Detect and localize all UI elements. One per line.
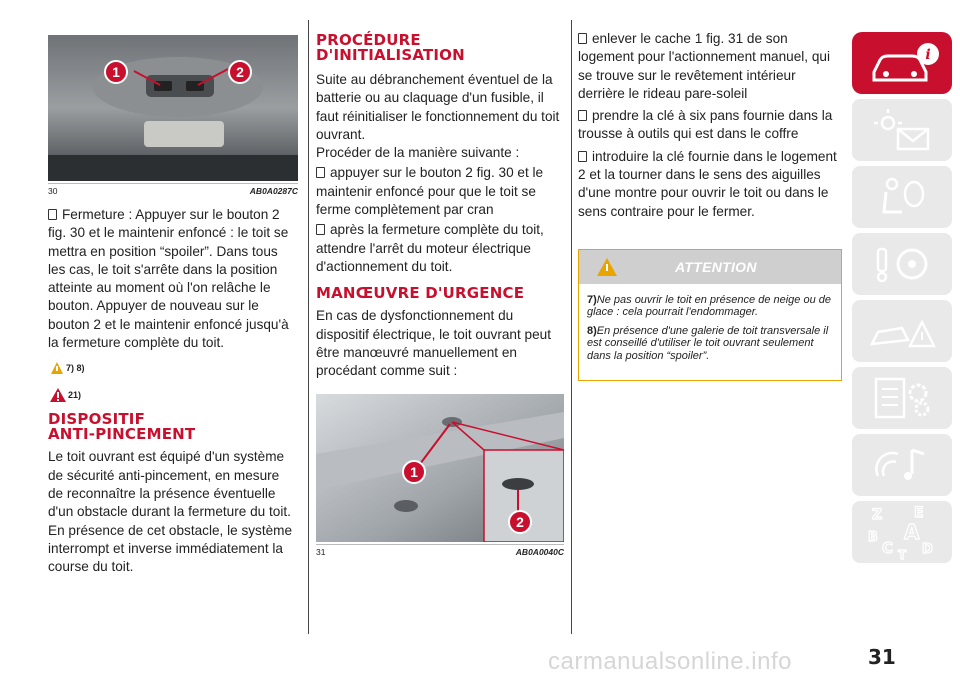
column-divider [571,20,572,634]
key-steering-icon [862,239,942,289]
bullet-appuyer [316,164,564,219]
warning-ref-21 [48,386,298,404]
tab-dashboard-lights[interactable] [852,99,952,161]
index-letters-icon [862,503,942,561]
attention-note [587,325,833,362]
column-3 [578,0,842,381]
bullet-text: enlever le cache 1 fig. 31 de son logement pour l'actionnement manuel, qui se trouve sur le revêtement intérieur derrière le rideau pare-soleil [578,31,830,101]
index-letter: T [898,548,907,561]
warning-ref-text: 21) [68,390,82,401]
note-text: En présence d'une galerie de toit transversale il est conseillé d'utiliser le toit ouvrant seulement dans la position “spoiler”. [587,324,829,362]
page-number: 31 [868,645,896,669]
heading-anti-pincement [48,412,298,442]
warning-ref-text: 7) 8) [66,363,85,374]
dashboard-lights-icon [862,105,942,155]
tab-multimedia[interactable] [852,434,952,496]
figure-30-photo [48,35,298,181]
figure-number: 30 [48,186,58,196]
tab-maintenance[interactable] [852,367,952,429]
watermark: carmanualsonline.info [548,648,792,675]
figure-code: AB0A0040C [515,547,564,558]
emergency-crash-icon [862,306,942,356]
note-number: 7) [587,293,597,306]
index-letter: A [904,520,920,544]
tab-car-info[interactable] [852,32,952,94]
column-1 [48,0,298,576]
tab-safety[interactable] [852,166,952,228]
callout-2: 2 [228,60,252,84]
bullet-square-icon [316,167,325,178]
bullet-fermeture [48,206,298,352]
heading-line: PROCÉDURE [316,31,421,49]
bullet-text: appuyer sur le bouton 2 fig. 30 et le maintenir enfoncé pour que le toit se ferme complètement par cran [316,165,544,218]
figure-31-caption [316,544,564,557]
paragraph-procedure: Procéder de la manière suivante : [316,145,520,161]
index-letter: D [922,542,933,557]
warning-hand-icon [48,360,66,376]
bullet-apres [316,221,564,276]
bullet-prendre [578,107,842,144]
svg-text:i: i [925,47,931,63]
warning-hand-icon [595,256,619,278]
bullet-text: prendre la clé à six pans fournie dans la trousse à outils qui est dans le coffre [578,108,833,142]
multimedia-icon [862,440,942,490]
bullet-square-icon [316,224,325,235]
bullet-square-icon [578,110,587,121]
car-info-icon [862,38,942,88]
heading-initialisation [316,33,564,63]
bullet-text: Fermeture : Appuyer sur le bouton 2 fig. 30 et le maintenir enfoncé : le toit se mettra en position “spoiler”. Dans tous les cas, le toit s'arrête dans la position atteinte au moment où l'on relâche le bouton. Appuyer de nouveau sur le bouton 2 et le maintenir enfoncé jusqu'à la fermeture complète du toit. [48,207,289,351]
attention-note [587,294,833,319]
callout-1: 1 [104,60,128,84]
maintenance-checklist-icon [862,373,942,423]
note-number: 8) [587,324,597,337]
paragraph-urgence: En cas de dysfonctionnement du dispositif électrique, le toit ouvrant peut être manœuvré manuellement en procédant comme suit : [316,308,552,379]
index-letter: E [914,505,924,521]
note-text: Ne pas ouvrir le toit en présence de neige ou de glace : cela pourrait l'endommager. [587,293,831,319]
figure-31 [316,394,564,542]
bullet-introduire [578,148,842,221]
attention-box [578,249,842,381]
bullet-text: après la fermeture complète du toit, attendre l'arrêt du moteur électrique d'actionnement du toit. [316,222,544,274]
chapter-sidebar [852,32,952,568]
callout-2: 2 [508,510,532,534]
figure-code: AB0A0287C [249,186,298,196]
column-2 [316,0,564,557]
attention-title: ATTENTION [675,258,757,275]
figure-number: 31 [316,547,326,558]
callout-1: 1 [402,460,426,484]
figure-30-caption [48,183,298,196]
index-letter: Z [872,507,883,523]
bullet-text: introduire la clé fournie dans le logement 2 et la tourner dans le sens des aiguilles d'une montre pour ouvrir le toit ou dans le sens contraire pour le fermer. [578,148,837,219]
heading-manoeuvre-urgence: MANŒUVRE D'URGENCE [316,284,525,303]
bullet-square-icon [48,209,57,220]
heading-line: ANTI-PINCEMENT [48,425,196,444]
airbag-seat-icon [862,172,942,222]
paragraph-anti-pincement: Le toit ouvrant est équipé d'un système de sécurité anti-pincement, en mesure de reconnaître la présence éventuelle d'un obstacle durant la fermeture du toit. En présence de cet obstacle, le système interrompt et inverse immédiatement la course du toit. [48,449,293,575]
warning-triangle-icon [48,386,68,404]
heading-line: D'INITIALISATION [316,46,465,64]
bullet-enlever [578,30,842,103]
warning-ref-7-8 [48,360,298,376]
bullet-square-icon [578,151,587,162]
column-divider [308,20,309,634]
tab-emergency[interactable] [852,300,952,362]
paragraph-initialisation: Suite au débranchement éventuel de la batterie ou au claquage d'un fusible, il faut réinitialiser le fonctionnement du toit ouvrant. [316,72,560,142]
figure-30 [48,35,298,181]
tab-index[interactable] [852,501,952,563]
bullet-square-icon [578,33,587,44]
heading-line: DISPOSITIF [48,410,146,429]
attention-header [579,250,841,284]
tab-starting-driving[interactable] [852,233,952,295]
index-letter: C [882,539,894,557]
attention-body [579,284,841,380]
index-letter: B [868,530,878,545]
